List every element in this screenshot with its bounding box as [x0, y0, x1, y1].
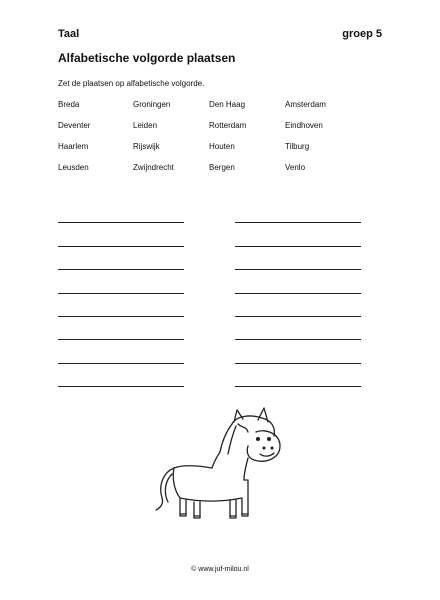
subject-label: Taal: [58, 28, 80, 40]
instruction-text: Zet de plaatsen op alfabetische volgorde.: [58, 79, 205, 88]
grade-label: groep 5: [342, 28, 382, 40]
answer-line[interactable]: [235, 340, 361, 363]
answer-line[interactable]: [235, 247, 361, 270]
answer-lines-right: [235, 200, 361, 387]
answer-line[interactable]: [58, 247, 184, 270]
word-item: Deventer: [58, 121, 91, 130]
answer-line[interactable]: [58, 317, 184, 340]
horse-illustration: [150, 402, 290, 524]
answer-line[interactable]: [58, 364, 184, 387]
word-item: Haarlem: [58, 142, 89, 151]
answer-line[interactable]: [235, 294, 361, 317]
word-item: Breda: [58, 100, 80, 109]
word-item: Rotterdam: [209, 121, 247, 130]
word-item: Bergen: [209, 163, 235, 172]
word-list: [58, 100, 388, 173]
word-item: Houten: [209, 142, 235, 151]
answer-lines-left: [58, 200, 184, 387]
answer-line[interactable]: [58, 340, 184, 363]
answer-line[interactable]: [58, 200, 184, 223]
word-item: Eindhoven: [285, 121, 323, 130]
answer-line[interactable]: [58, 270, 184, 293]
worksheet-title: Alfabetische volgorde plaatsen: [58, 51, 236, 65]
answer-line[interactable]: [235, 317, 361, 340]
answer-line[interactable]: [235, 364, 361, 387]
word-item: Leiden: [133, 121, 158, 130]
answer-line[interactable]: [235, 200, 361, 223]
word-item: Amsterdam: [285, 100, 326, 109]
word-item: Tilburg: [285, 142, 310, 151]
answer-line[interactable]: [235, 223, 361, 246]
word-item: Groningen: [133, 100, 171, 109]
copyright-footer: © www.juf-milou.nl: [191, 566, 249, 573]
word-item: Den Haag: [209, 100, 246, 109]
answer-line[interactable]: [235, 270, 361, 293]
word-item: Rijswijk: [133, 142, 160, 151]
answer-line[interactable]: [58, 294, 184, 317]
answer-line[interactable]: [58, 223, 184, 246]
word-item: Venlo: [285, 163, 306, 172]
word-item: Leusden: [58, 163, 89, 172]
word-item: Zwijndrecht: [133, 163, 174, 172]
